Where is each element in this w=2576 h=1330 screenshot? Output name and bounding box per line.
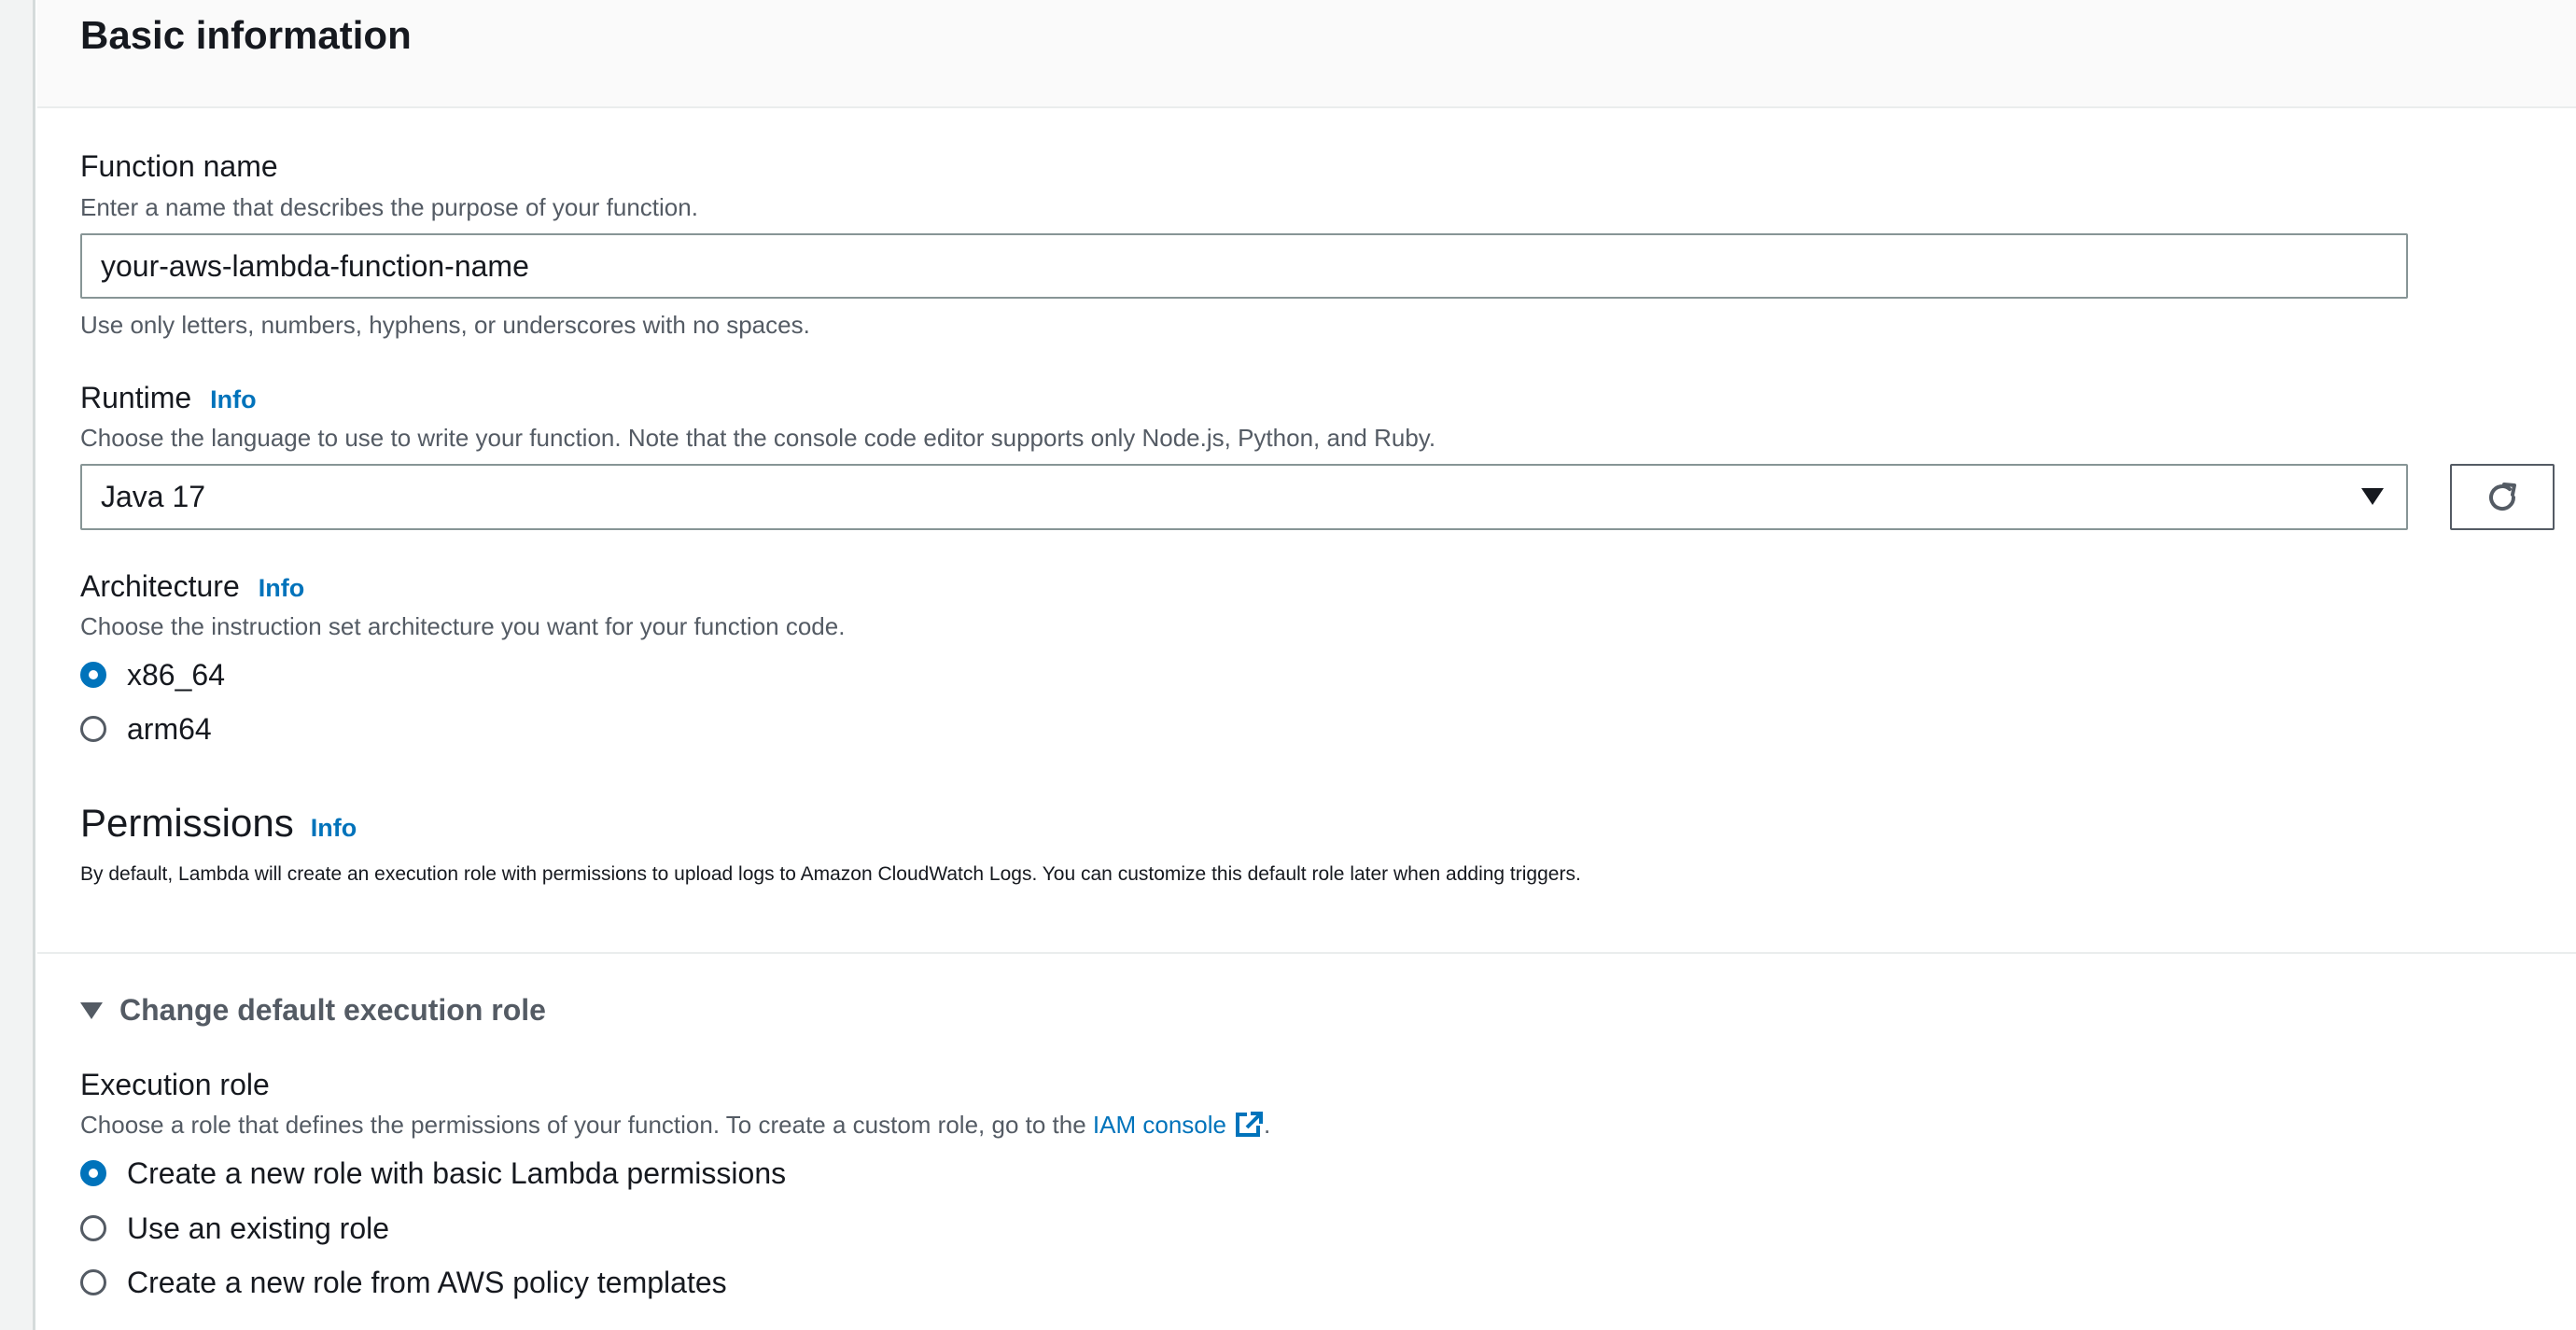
architecture-label-row bbox=[80, 569, 304, 604]
function-name-constraint: Use only letters, numbers, hyphens, or underscores with no spaces. bbox=[80, 311, 810, 339]
permissions-title: Permissions bbox=[80, 801, 294, 845]
architecture-description: Choose the instruction set architecture you want for your function code. bbox=[80, 612, 846, 640]
function-name-input[interactable] bbox=[80, 233, 2408, 299]
radio-checked-icon[interactable] bbox=[80, 1160, 106, 1186]
expander-label: Change default execution role bbox=[119, 993, 546, 1027]
runtime-label: Runtime bbox=[80, 381, 192, 414]
execution-role-label: Execution role bbox=[80, 1068, 270, 1101]
runtime-label-row bbox=[80, 381, 257, 415]
architecture-option-label: x86_64 bbox=[127, 657, 225, 692]
change-default-role-expander[interactable] bbox=[80, 993, 546, 1028]
execution-role-description bbox=[80, 1111, 1270, 1140]
runtime-description: Choose the language to use to write your function. Note that the console code editor supports only Node.js, Python, and Ruby. bbox=[80, 424, 1436, 452]
execution-role-option-policy-templates[interactable] bbox=[80, 1264, 727, 1301]
external-link-icon[interactable] bbox=[1234, 1111, 1264, 1139]
architecture-option-x86[interactable] bbox=[80, 656, 225, 693]
radio-checked-icon[interactable] bbox=[80, 662, 106, 688]
execution-role-description-suffix: . bbox=[1264, 1111, 1271, 1139]
permissions-title-row bbox=[80, 801, 357, 846]
execution-role-option-label: Create a new role with basic Lambda permissions bbox=[127, 1155, 787, 1190]
execution-role-description-text: Choose a role that defines the permissions of your function. To create a custom role, go to the bbox=[80, 1111, 1086, 1139]
permissions-info-link[interactable]: Info bbox=[310, 814, 357, 842]
radio-unchecked-icon[interactable] bbox=[80, 1215, 106, 1241]
runtime-selected-value: Java 17 bbox=[101, 480, 206, 513]
execution-role-option-existing[interactable] bbox=[80, 1210, 389, 1247]
execution-role-option-label: Use an existing role bbox=[127, 1211, 390, 1245]
divider bbox=[37, 952, 2576, 954]
architecture-label: Architecture bbox=[80, 569, 240, 603]
runtime-info-link[interactable]: Info bbox=[210, 385, 257, 413]
caret-down-icon bbox=[2361, 488, 2384, 505]
caret-down-icon bbox=[80, 1002, 103, 1019]
architecture-option-label: arm64 bbox=[127, 711, 212, 746]
execution-role-option-new-basic[interactable] bbox=[80, 1155, 786, 1192]
iam-console-link[interactable]: IAM console bbox=[1092, 1111, 1226, 1139]
radio-unchecked-icon[interactable] bbox=[80, 1269, 106, 1295]
architecture-info-link[interactable]: Info bbox=[258, 574, 305, 602]
radio-unchecked-icon[interactable] bbox=[80, 716, 106, 742]
permissions-description: By default, Lambda will create an execution role with permissions to upload logs to Amazon CloudWatch Logs. You can customize this default role later when adding triggers. bbox=[80, 863, 1581, 885]
refresh-icon bbox=[2484, 479, 2521, 516]
function-name-value: your-aws-lambda-function-name bbox=[101, 249, 529, 283]
section-header bbox=[37, 0, 2576, 108]
section-title: Basic information bbox=[80, 13, 412, 57]
architecture-option-arm64[interactable] bbox=[80, 710, 212, 748]
runtime-select[interactable] bbox=[80, 464, 2408, 530]
execution-role-option-label: Create a new role from AWS policy templates bbox=[127, 1265, 727, 1299]
left-rail bbox=[0, 0, 35, 1330]
function-name-description: Enter a name that describes the purpose of your function. bbox=[80, 193, 698, 221]
refresh-button[interactable] bbox=[2450, 464, 2555, 530]
function-name-label: Function name bbox=[80, 149, 278, 183]
